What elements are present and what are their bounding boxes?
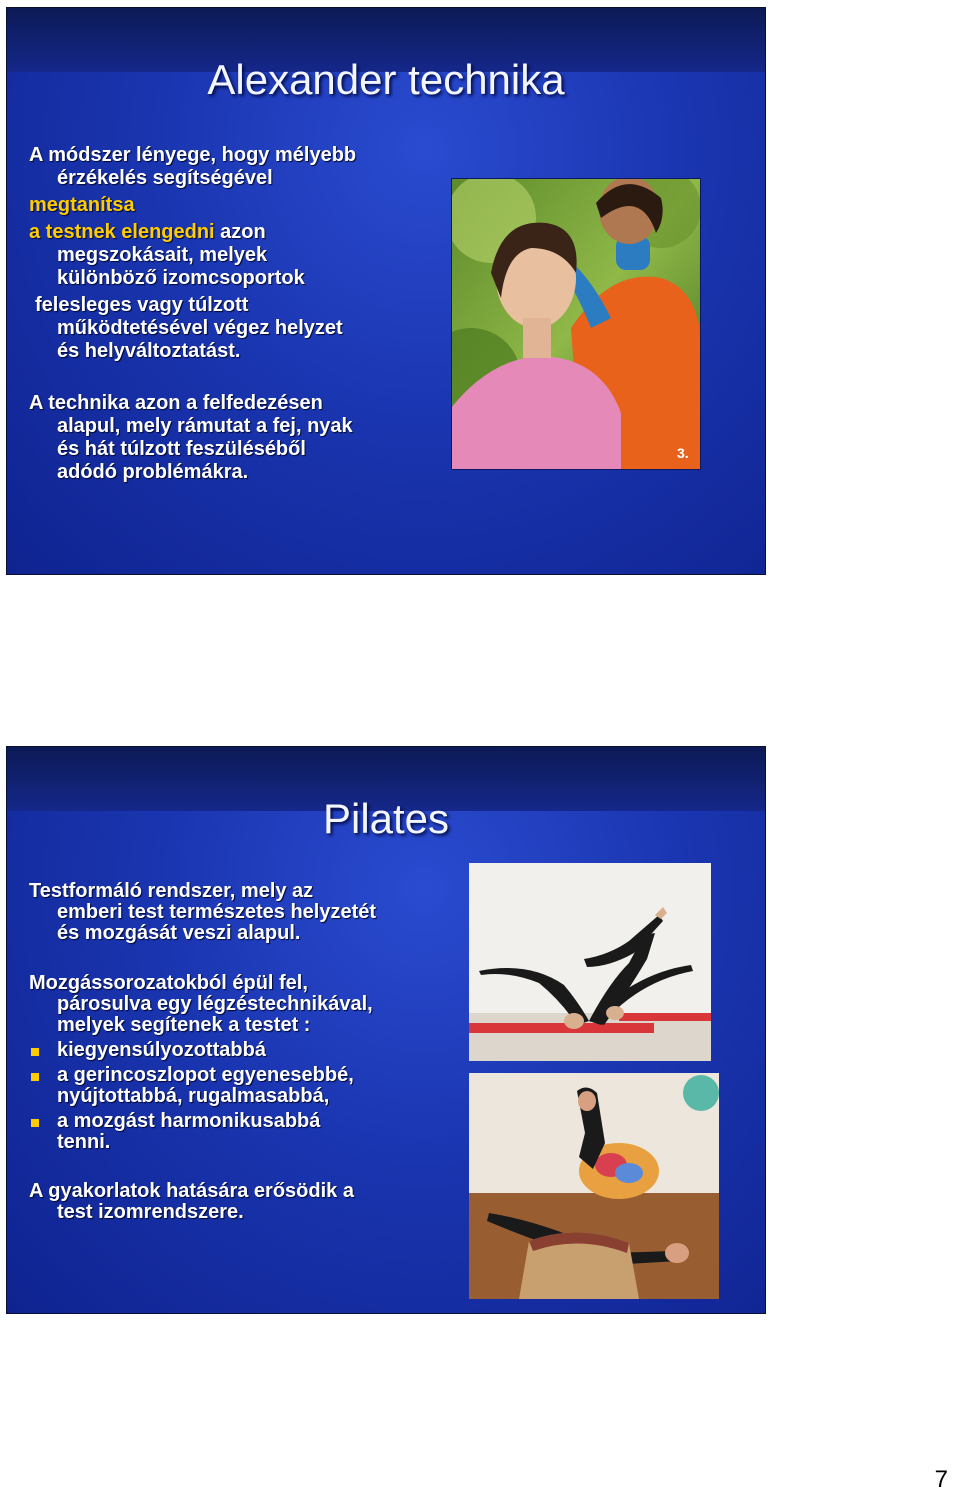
slide1-paragraph-1 [29,144,356,363]
text-line: alapul, mely rámutat a fej, nyak [57,415,353,437]
bullet-square-icon [31,1119,39,1127]
bullet-square-icon [31,1073,39,1081]
text-line: Testformáló rendszer, mely az [29,880,314,902]
bullet-item [29,1111,373,1153]
text-line: test izomrendszere. [57,1201,244,1223]
text-line: Mozgássorozatokból épül fel, [29,972,308,994]
slide-title: Pilates [322,795,450,842]
pilates-photo-floor [469,863,711,1061]
text-line: nyújtottabbá, rugalmasabbá, [57,1085,330,1107]
slide2-paragraph-1 [29,881,376,944]
text-line: kiegyensúlyozottabbá [57,1039,266,1061]
text-line: a mozgást harmonikusabbá [57,1110,321,1132]
text-line: párosulva egy légzéstechnikával, [57,993,373,1015]
text-line: és helyváltoztatást. [57,340,241,362]
text-line: megtanítsa [29,194,135,216]
pilates-photo-equipment [469,1073,719,1299]
slide-pilates [6,746,766,1314]
text-line: adódó problémákra. [57,461,249,483]
text-line: a testnek elengedni azon [29,221,266,243]
page-number: 7 [934,1466,948,1493]
text-line: tenni. [57,1131,111,1153]
bullet-item [29,1065,373,1107]
text-line: A módszer lényege, hogy mélyebb [29,144,357,166]
slide-alexander [6,7,766,575]
text-line: és mozgását veszi alapul. [57,922,301,944]
text-line: melyek segítenek a testet : [57,1014,311,1036]
bullet-square-icon [31,1048,39,1056]
slide-title: Alexander technika [207,56,565,103]
slide2-paragraph-3 [29,1181,354,1223]
text-line: megszokásait, melyek [57,244,268,266]
text-line: A gyakorlatok hatására erősödik a [29,1180,354,1202]
alexander-photo [451,178,701,470]
text-line: emberi test természetes helyzetét [57,901,377,923]
text-line: érzékelés segítségével [57,167,273,189]
text-line: működtetésével végez helyzet [57,317,343,339]
photo-badge: 3. [677,445,689,461]
text-line: és hát túlzott feszüléséből [57,438,306,460]
text-line: különböző izomcsoportok [57,267,305,289]
text-line: A technika azon a felfedezésen [29,392,323,414]
bullet-item [29,1040,373,1061]
slide1-paragraph-2 [29,392,353,484]
slide2-paragraph-2 [29,973,373,1153]
text-line: a gerincoszlopot egyenesebbé, [57,1064,354,1086]
text-line: felesleges vagy túlzott [35,294,249,316]
